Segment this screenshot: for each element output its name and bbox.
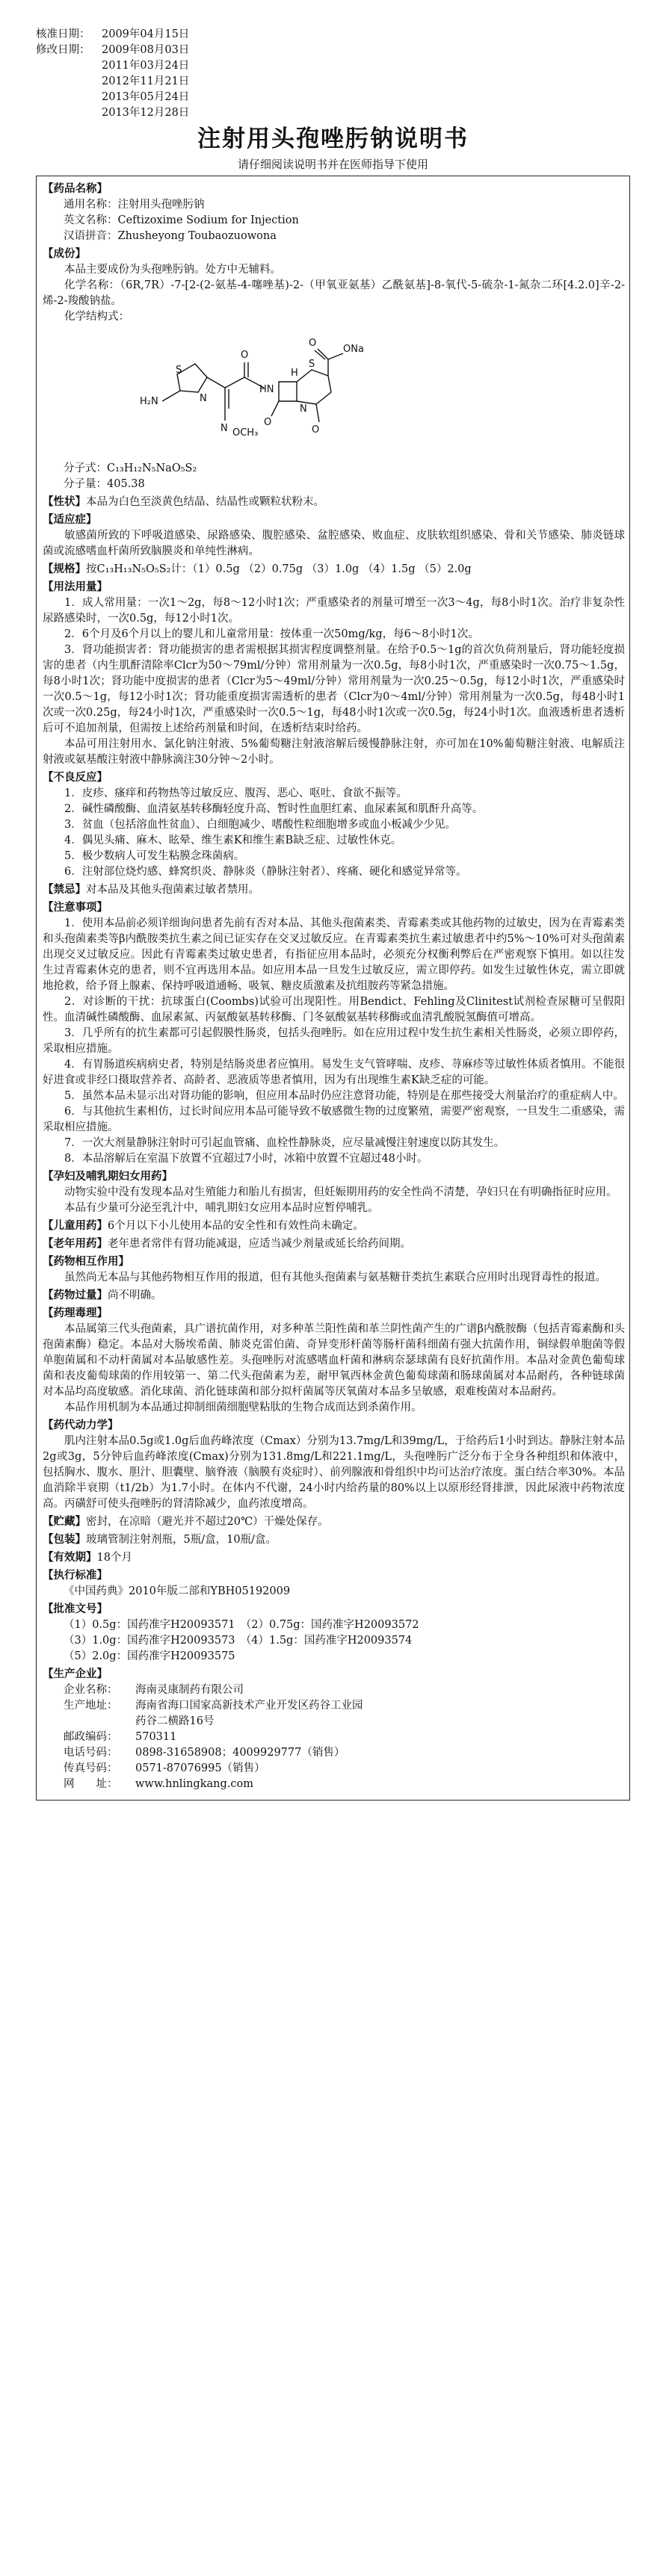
website-label: 网 址： <box>64 1778 118 1790</box>
section-character <box>43 495 625 510</box>
section-heading: 【药物过量】 <box>43 1289 108 1301</box>
section-usage <box>43 580 625 768</box>
usage-paragraph: 本品可用注射用水、氯化钠注射液、5%葡萄糖注射液溶解后缓慢静脉注射，亦可加在10%葡萄糖注射液、电解质注射液或氨基酸注射液中静脉滴注30分钟～2小时。 <box>43 738 625 766</box>
precaution-item: 1．使用本品前必须详细询问患者先前有否对本品、其他头孢菌素类、青霉素类或其他药物的过敏史，因为在青霉素类和头孢菌素类等β内酰胺类抗生素之间已证实存在交叉过敏反应。在青霉素类抗生素过敏患者中约5%～10%可对头孢菌素出现交叉过敏反应。因此有青霉素类过敏史患者，有指征应用本品时，必须充分权衡利弊后在严密观察下慎用。如以往发生过青霉素休克的患者，则不宜再选用本品。如应用本品一旦发生过敏反应，需立即停药。如发生过敏性休克，需立即就地抢救，给予肾上腺素、保持呼吸道通畅、吸氧、糖皮质激素及抗组胺药等紧急措施。 <box>43 917 625 992</box>
approval-number: （2）0.75g：国药准字H20093572 <box>246 1619 419 1631</box>
section-heading: 【有效期】 <box>43 1552 97 1564</box>
standard-text: 《中国药典》2010年版二部和YBH05192009 <box>64 1585 291 1597</box>
section-heading: 【批准文号】 <box>43 1603 108 1615</box>
composition-main: 本品主要成份为头孢唑肟钠。处方中无辅料。 <box>64 264 281 276</box>
fax-row <box>43 1761 625 1777</box>
structure-amide-label: HN <box>259 384 274 395</box>
section-heading: 【药品名称】 <box>43 183 108 195</box>
address-label: 生产地址： <box>64 1700 118 1712</box>
section-heading: 【贮藏】 <box>43 1516 86 1528</box>
overdose-text: 尚不明确。 <box>108 1289 162 1301</box>
revision-date-label: 修改日期： <box>36 44 90 56</box>
structure-amino-label: H₂N <box>140 396 158 407</box>
address-line: 海南省海口国家高新技术产业开发区药谷工业园 <box>135 1700 363 1712</box>
section-heading: 【不良反应】 <box>43 772 108 784</box>
approval-date-label: 核准日期： <box>36 28 90 40</box>
approval-date-row <box>36 27 630 43</box>
section-heading: 【生产企业】 <box>43 1668 108 1680</box>
structure-oxygen-label: O <box>309 338 317 349</box>
usage-paragraph: 2．6个月及6个月以上的婴儿和儿童常用量：按体重一次50mg/kg，每6～8小时1次。 <box>64 628 479 640</box>
approval-date: 2009年04月15日 <box>102 28 190 40</box>
chemical-name: 化学名称：（6R,7R）-7-[2-(2-氨基-4-噻唑基)-2-（甲氧亚氨基）乙酰氨基]-8-氧代-5-硫杂-1-氮杂二环[4.2.0]辛-2-烯-2-羧酸钠盐。 <box>43 279 625 307</box>
document-subtitle: 请仔细阅读说明书并在医师指导下使用 <box>237 158 428 171</box>
structure-nitrogen-label: N <box>221 423 228 434</box>
precaution-item: 3．几乎所有的抗生素都可引起假膜性肠炎，包括头孢唑肟。如在应用过程中发生抗生素相关性肠炎，必须立即停药，采取相应措施。 <box>43 1027 625 1055</box>
lactation-text: 本品有少量可分泌至乳汁中，哺乳期妇女应用本品时应暂停哺乳。 <box>64 1202 379 1214</box>
section-indications <box>43 513 625 560</box>
adverse-item: 1．皮疹、瘙痒和药物热等过敏反应、腹泻、恶心、呕吐、食欲不振等。 <box>64 787 407 799</box>
section-precautions <box>43 900 625 1167</box>
section-heading: 【规格】 <box>43 563 86 575</box>
section-heading: 【注意事项】 <box>43 902 108 914</box>
structure-methoxy-label: OCH₃ <box>232 427 259 439</box>
indications-text: 敏感菌所致的下呼吸道感染、尿路感染、腹腔感染、盆腔感染、败血症、皮肤软组织感染、骨和关节感染、肺炎链球菌或流感嗜血杆菌所致脑膜炎和单纯性淋病。 <box>43 530 625 557</box>
website-row <box>43 1777 625 1792</box>
adverse-item: 4．偶见头痛、麻木、眩晕、维生素K和维生素B缺乏症、过敏性休克。 <box>64 835 402 846</box>
label-content <box>36 176 630 1801</box>
mechanism-text: 本品作用机制为本品通过抑制细菌细胞壁粘肽的生物合成而达到杀菌作用。 <box>64 1402 422 1414</box>
pharmacokinetics-text: 肌内注射本品0.5g或1.0g后血药峰浓度（Cmax）分别为13.7mg/L和39mg/L，于给药后1小时到达。静脉注射本品2g或3g，5分钟后血药峰浓度(Cmax)分别为131.8mg/L和221.1mg/L，头孢唑肟广泛分布于全身各种组织和体液中，包括胸水、腹水、胆汁、胆囊壁、脑脊液（脑膜有炎症时）、前列腺液和骨组织中均可达治疗浓度。蛋白结合率30%。本品血消除半衰期（t1/2b）为1.7小时。在体内不代谢，24小时内给药量的80%以上以原形经肾排泄，因此尿液中药物浓度高。丙磺舒可使头孢唑肟的肾清除减少，血药浓度增高。 <box>43 1435 625 1510</box>
section-composition <box>43 247 625 492</box>
adverse-item: 5．极少数病人可发生粘膜念珠菌病。 <box>64 850 245 862</box>
section-heading: 【药理毒理】 <box>43 1307 108 1319</box>
approval-row <box>43 1617 625 1633</box>
precaution-item: 6．与其他抗生素相仿，过长时间应用本品可能导致不敏感微生物的过度繁殖，需要严密观察，一旦发生二重感染，需采取相应措施。 <box>43 1106 625 1133</box>
structure-oxygen-label: O <box>241 350 249 361</box>
address-row <box>43 1698 625 1730</box>
revision-date: 2013年12月28日 <box>102 107 190 119</box>
section-storage <box>43 1514 625 1530</box>
company-name: 海南灵康制药有限公司 <box>135 1684 244 1696</box>
section-heading: 【禁忌】 <box>43 884 86 896</box>
section-heading: 【适应症】 <box>43 514 97 526</box>
section-heading: 【执行标准】 <box>43 1570 108 1582</box>
molecular-formula: 分子式：C₁₃H₁₂N₅NaO₅S₂ <box>64 462 197 474</box>
section-spec <box>43 562 625 578</box>
chemical-structure-diagram <box>132 329 371 456</box>
postcode: 570311 <box>135 1731 177 1743</box>
section-overdose <box>43 1288 625 1304</box>
fax-number: 0571-87076995（销售） <box>135 1762 265 1774</box>
section-heading: 【儿童用药】 <box>43 1220 108 1232</box>
contraindication-text: 对本品及其他头孢菌素过敏者禁用。 <box>86 884 259 896</box>
spec-text: 按C₁₃H₁₃N₅O₅S₂计：（1）0.5g （2）0.75g （3）1.0g （4）1.5g （5）2.0g <box>86 563 472 575</box>
section-toxicology <box>43 1306 625 1416</box>
company-name-row <box>43 1682 625 1698</box>
structure-label: 化学结构式： <box>64 311 129 323</box>
section-drug-name <box>43 182 625 244</box>
postcode-row <box>43 1730 625 1745</box>
storage-text: 密封，在凉暗（避光并不超过20℃）干燥处保存。 <box>86 1516 329 1528</box>
common-name: 通用名称：注射用头孢唑肟钠 <box>64 199 205 211</box>
phone-row <box>43 1745 625 1761</box>
adverse-item: 3．贫血（包括溶血性贫血）、白细胞减少、嗜酸性粒细胞增多或血小板减少少见。 <box>64 819 456 831</box>
approval-number: （3）1.0g：国药准字H20093573 <box>64 1635 235 1647</box>
approval-row <box>43 1633 625 1649</box>
section-pharmacokinetics <box>43 1418 625 1512</box>
precaution-item: 5．虽然本品未显示出对肾功能的影响，但应用本品时仍应注意肾功能，特别是在那些接受大剂量治疗的重症病人中。 <box>64 1090 624 1102</box>
fax-label: 传真号码： <box>64 1762 118 1774</box>
usage-paragraph: 1．成人常用量：一次1～2g，每8～12小时1次；严重感染者的剂量可增至一次3～4g，每8小时1次。治疗非复杂性尿路感染时，一次0.5g，每12小时1次。 <box>43 597 625 625</box>
toxicology-text: 本品属第三代头孢菌素，具广谱抗菌作用，对多种革兰阳性菌和革兰阴性菌产生的广谱β内酰胺酶（包括青霉素酶和头孢菌素酶）稳定。本品对大肠埃希菌、肺炎克雷伯菌、奇异变形杆菌等肠杆菌科细菌有强大抗菌作用，铜绿假单胞菌等假单胞菌属和不动杆菌属对本品敏感性差。头孢唑肟对流感嗜血杆菌和淋病奈瑟球菌有良好抗菌作用。本品对金黄色葡萄球菌和表皮葡萄球菌的作用较第一、第二代头孢菌素为差，耐甲氧西林金黄色葡萄球菌和肠球菌属对本品耐药，各种链球菌对本品均高度敏感。消化球菌、消化链球菌和部分拟杆菌属等厌氧菌对本品多呈敏感，艰难梭菌对本品耐药。 <box>43 1323 625 1398</box>
section-package <box>43 1532 625 1548</box>
revision-date: 2011年03月24日 <box>102 60 190 72</box>
section-standard <box>43 1568 625 1600</box>
revision-date-row <box>36 43 630 121</box>
pregnancy-text: 动物实验中没有发现本品对生殖能力和胎儿有损害，但妊娠期用药的安全性尚不清楚，孕妇只在有明确指征时应用。 <box>64 1186 617 1198</box>
precaution-item: 2．对诊断的干扰：抗球蛋白(Coombs)试验可出现阳性。用Bendict、Fehling及Clinitest试剂检查尿糖可呈假阳性。血清碱性磷酸酶、血尿素氮、丙氨酸氨基转移酶、门冬氨酸氨基转移酶或血清乳酸脱氢酶值可增高。 <box>43 996 625 1024</box>
precaution-item: 8．本品溶解后在室温下放置不宜超过7小时，冰箱中放置不宜超过48小时。 <box>64 1153 428 1165</box>
package-text: 玻璃管制注射剂瓶，5瓶/盒，10瓶/盒。 <box>86 1534 277 1546</box>
section-heading: 【包装】 <box>43 1534 86 1546</box>
structure-hydrogen-label: H <box>291 368 298 379</box>
section-heading: 【性状】 <box>43 496 86 508</box>
section-heading: 【成份】 <box>43 248 86 260</box>
section-manufacturer <box>43 1667 625 1792</box>
molecular-weight: 分子量：405.38 <box>64 478 145 490</box>
section-approval-numbers <box>43 1602 625 1665</box>
structure-sulfur-label: S <box>176 365 182 376</box>
adverse-item: 2．碱性磷酸酶、血清氨基转移酶轻度升高、暂时性血胆红素、血尿素氮和肌酐升高等。 <box>64 803 484 815</box>
elderly-text: 老年患者常伴有肾功能减退，应适当减少剂量或延长给药间期。 <box>108 1238 411 1250</box>
approval-row <box>43 1649 625 1665</box>
section-heading: 【用法用量】 <box>43 581 108 593</box>
precaution-item: 7．一次大剂量静脉注射时可引起血管痛、血栓性静脉炎，应尽量减慢注射速度以防其发生。 <box>64 1137 505 1149</box>
section-children <box>43 1219 625 1234</box>
adverse-item: 6．注射部位烧灼感、蜂窝织炎、静脉炎（静脉注射者）、疼痛、硬化和感觉异常等。 <box>64 866 467 878</box>
structure-sulfur-label: S <box>309 359 315 370</box>
approval-number: （5）2.0g：国药准字H20093575 <box>64 1650 235 1662</box>
structure-sodium-label: ONa <box>343 344 364 355</box>
section-heading: 【老年用药】 <box>43 1238 108 1250</box>
validity-text: 18个月 <box>96 1552 132 1564</box>
section-pregnancy <box>43 1169 625 1216</box>
phone-number: 0898-31658908；4009929777（销售） <box>135 1747 345 1759</box>
character-text: 本品为白色至淡黄色结晶、结晶性或颗粒状粉末。 <box>86 496 324 508</box>
section-contraindication <box>43 882 625 898</box>
children-text: 6个月以下小儿使用本品的安全性和有效性尚未确定。 <box>108 1220 364 1232</box>
revision-date: 2013年05月24日 <box>102 91 190 103</box>
phone-label: 电话号码： <box>64 1747 118 1759</box>
precaution-item: 4．有胃肠道疾病病史者，特别是结肠炎患者应慎用。易发生支气管哮喘、皮疹、荨麻疹等过敏性体质者慎用。不能很好进食或非经口摄取营养者、高龄者、恶液质等患者慎用，因为有出现维生素K缺乏症的可能。 <box>43 1059 625 1086</box>
interactions-text: 虽然尚无本品与其他药物相互作用的报道，但有其他头孢菌素与氨基糖苷类抗生素联合应用时出现肾毒性的报道。 <box>64 1272 606 1284</box>
section-interactions <box>43 1254 625 1286</box>
approval-number: （4）1.5g：国药准字H20093574 <box>246 1635 413 1647</box>
english-name: 英文名称：Ceftizoxime Sodium for Injection <box>64 214 299 226</box>
section-heading: 【药物相互作用】 <box>43 1256 129 1268</box>
pinyin-name: 汉语拼音：Zhusheyong Toubaozuowona <box>64 230 277 242</box>
postcode-label: 邮政编码： <box>64 1731 118 1743</box>
structure-nitrogen-label: N <box>200 393 207 404</box>
section-adverse-reactions <box>43 770 625 880</box>
company-name-label: 企业名称： <box>64 1684 118 1696</box>
revision-dates <box>36 27 630 121</box>
address-line: 药谷二横路16号 <box>135 1715 215 1727</box>
structure-nitrogen-label: N <box>300 403 307 415</box>
structure-oxygen-label: O <box>264 417 272 428</box>
section-heading: 【药代动力学】 <box>43 1419 119 1431</box>
section-elderly <box>43 1236 625 1252</box>
website-url: www.hnlingkang.com <box>135 1778 253 1790</box>
structure-oxygen-label: O <box>312 424 320 436</box>
revision-date: 2012年11月21日 <box>102 75 190 87</box>
approval-number: （1）0.5g：国药准字H20093571 <box>64 1619 235 1631</box>
revision-date: 2009年08月03日 <box>102 44 190 56</box>
section-validity <box>43 1550 625 1566</box>
document-title: 注射用头孢唑肟钠说明书 <box>197 126 469 152</box>
section-heading: 【孕妇及哺乳期妇女用药】 <box>43 1171 173 1183</box>
usage-paragraph: 3．肾功能损害者：肾功能损害的患者需根据其损害程度调整剂量。在给予0.5～1g的首次负荷剂量后，肾功能轻度损害的患者（内生肌酐清除率Clcr为50～79ml/分钟）常用剂量为一次0.5g，每8小时1次，严重感染时一次0.75～1.5g，每8小时1次；肾功能中度损害的患者（Clcr为5～49ml/分钟）常用剂量为一次0.25～0.5g，每12小时1次，严重感染时一次0.5～1g，每12小时1次；肾功能重度损害需透析的患者（Clcr为0～4ml/分钟）常用剂量为一次0.5g，每48小时1次或一次0.25g，每24小时1次，严重感染时一次0.5～1g，每48小时1次或一次0.5g，每24小时1次。血液透析患者透析后可不追加剂量，但需按上述给药剂量和时间，在透析结束时给药。 <box>43 644 625 734</box>
